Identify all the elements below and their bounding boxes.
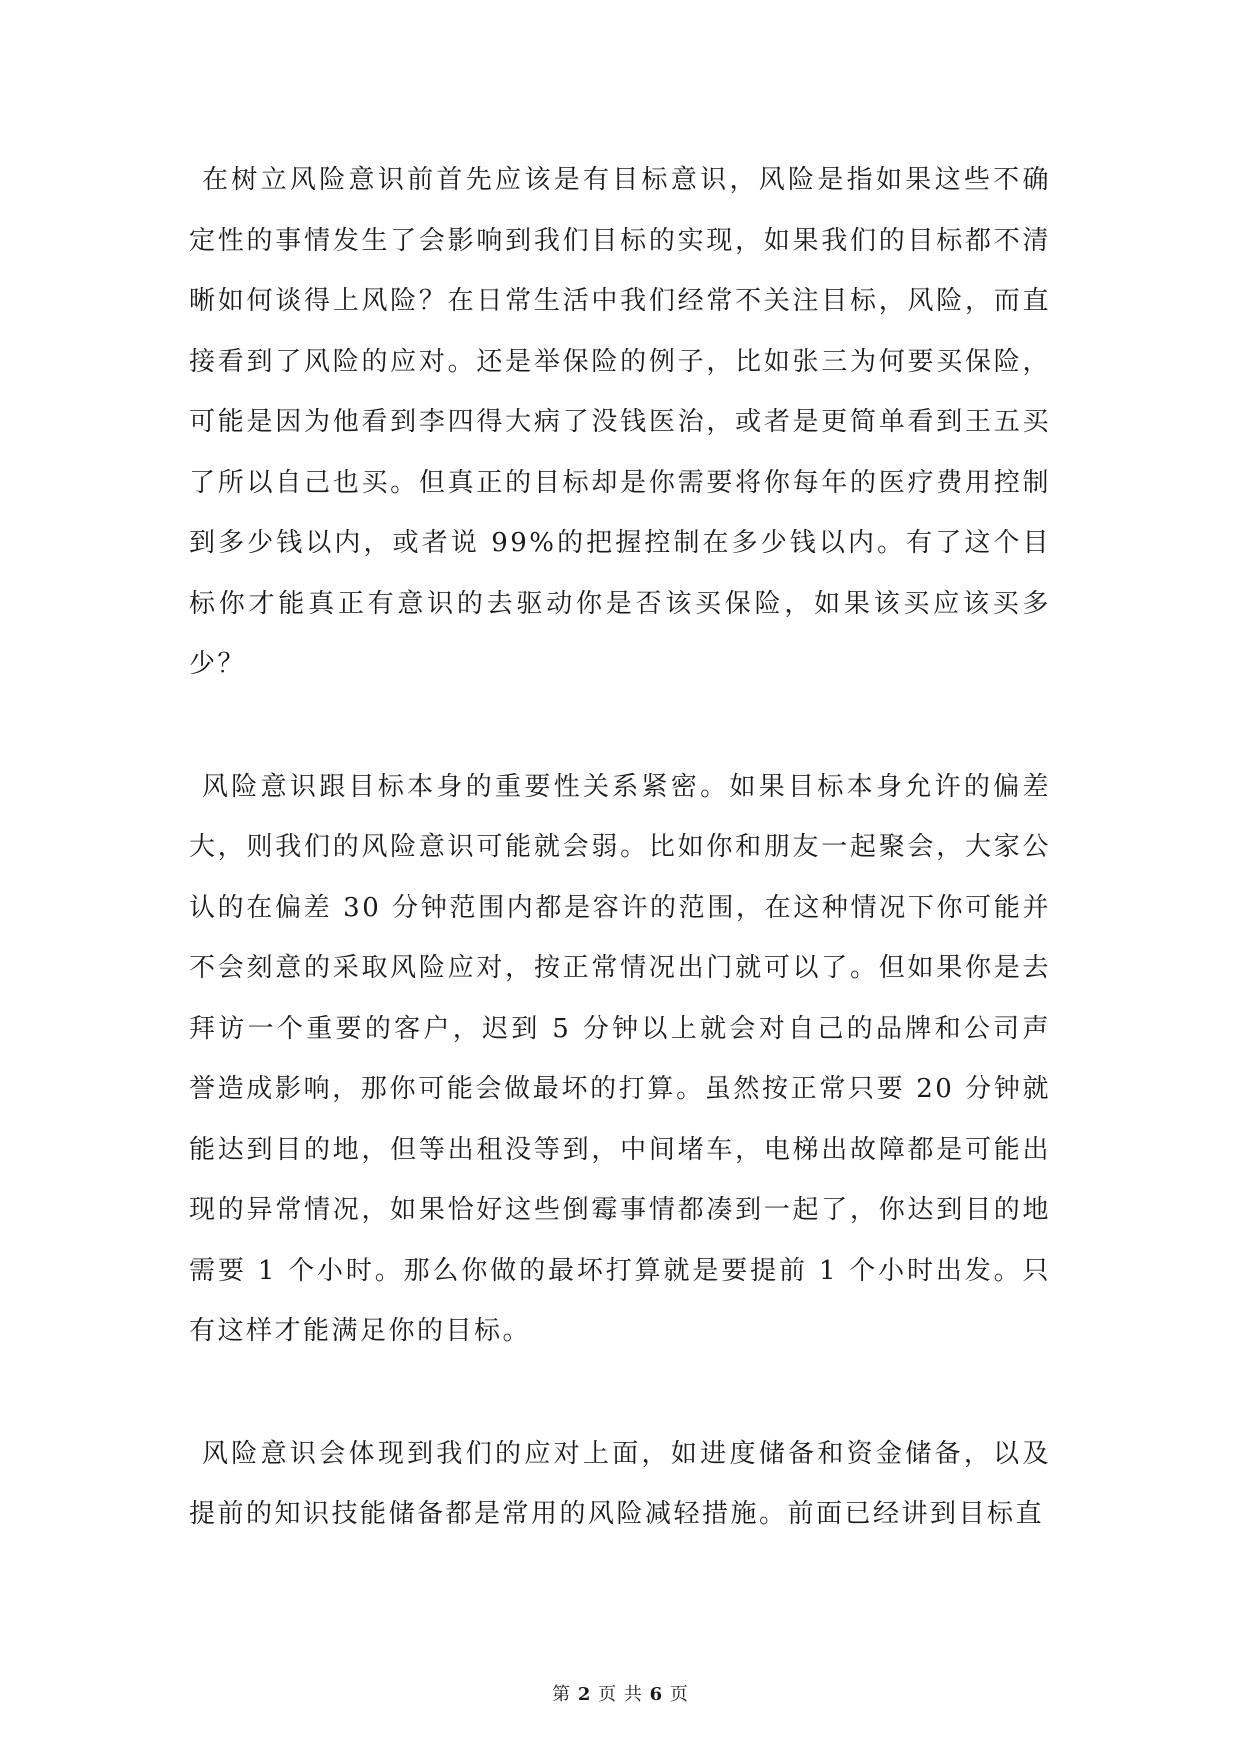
total-page-count: 6 <box>649 1684 664 1705</box>
footer-suffix: 页 <box>669 1684 689 1705</box>
footer-middle: 页 共 <box>598 1684 643 1705</box>
paragraph-1: 在树立风险意识前首先应该是有目标意识，风险是指如果这些不确定性的事情发生了会影响到我们目标的实现，如果我们的目标都不清晰如何谈得上风险？在日常生活中我们经常不关注目标，风险，而直接看到了风险的应对。还是举保险的例子，比如张三为何要买保险，可能是因为他看到李四得大病了没钱医治，或者是更简单看到王五买了所以自己也买。但真正的目标却是你需要将你每年的医疗费用控制到多少钱以内，或者说 99%的把握控制在多少钱以内。有了这个目标你才能真正有意识的去驱动你是否该买保险，如果该买应该买多少？ <box>189 165 1051 679</box>
page-footer <box>0 1680 1241 1706</box>
paragraph-2: 风险意识跟目标本身的重要性关系紧密。如果目标本身允许的偏差大，则我们的风险意识可能就会弱。比如你和朋友一起聚会，大家公认的在偏差 30 分钟范围内都是容许的范围，在这种情况下你可能并不会刻意的采取风险应对，按正常情况出门就可以了。但如果你是去拜访一个重要的客户，迟到 5 分钟以上就会对自己的品牌和公司声誉造成影响，那你可能会做最坏的打算。虽然按正常只要 20 分钟就能达到目的地，但等出租没等到，中间堵车，电梯出故障都是可能出现的异常情况，如果恰好这些倒霉事情都凑到一起了，你达到目的地需要 1 个小时。那么你做的最坏打算就是要提前 1 个小时出发。只有这样才能满足你的目标。 <box>189 771 1051 1346</box>
current-page-number: 2 <box>577 1684 592 1705</box>
footer-prefix: 第 <box>552 1684 572 1705</box>
paragraph-3: 风险意识会体现到我们的应对上面，如进度储备和资金储备，以及提前的知识技能储备都是常用的风险减轻措施。前面已经讲到目标直 <box>189 1438 1051 1529</box>
document-body <box>189 150 1051 1545</box>
